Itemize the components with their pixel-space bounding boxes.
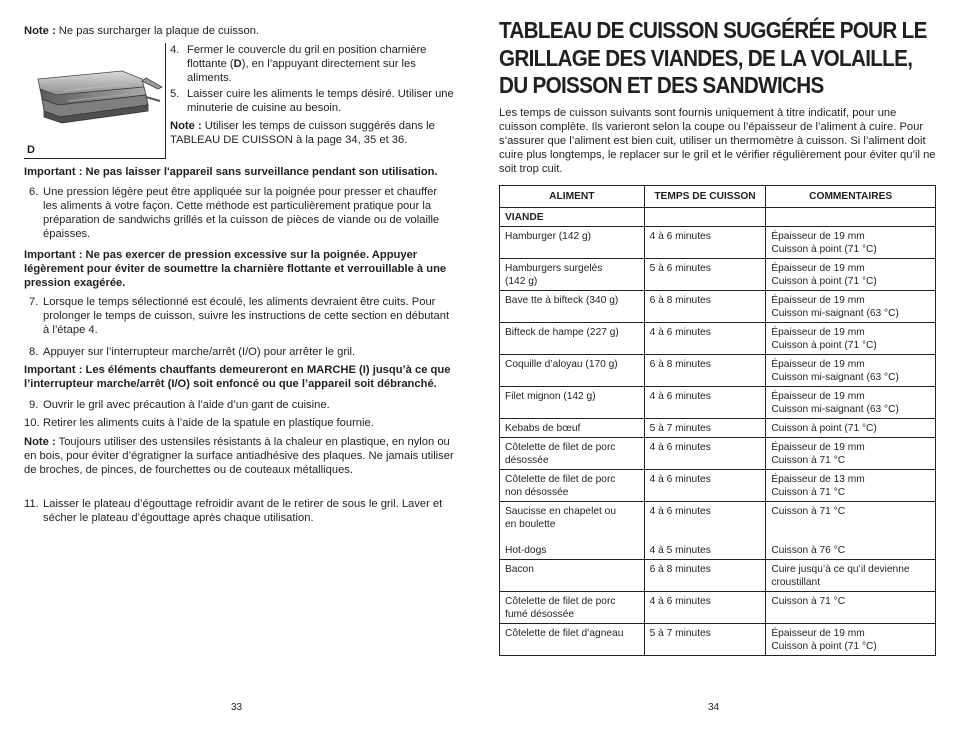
table-cell-time: 4 à 6 minutes (644, 227, 766, 259)
table-cell-time: 4 à 6 minutes 4 à 5 minutes (644, 502, 766, 560)
table-cell-comment: Cuisson à 71 °C (766, 592, 936, 624)
table-row (500, 259, 936, 291)
table-cell-food: Saucisse en chapelet ou en boulette Hot-dogs (500, 502, 645, 560)
figure-label: D (27, 144, 35, 156)
step-5: 5. Laisser cuire les aliments le temps désiré. Utiliser une minuterie de cuisine au besoin. (170, 88, 454, 114)
table-cell-food: Bacon (500, 560, 645, 592)
important-2: Important : Ne pas exercer de pression excessive sur la poignée. Appuyer légèrement pour éviter de soumettre la charnière flottante et verrouillable à une pression exagérée. (24, 249, 447, 289)
step-8: 8. Appuyer sur l’interrupteur marche/arrêt (I/O) pour arrêter le gril. (29, 346, 356, 358)
table-cell-comment: Épaisseur de 19 mm Cuisson à point (71 °C) (766, 259, 936, 291)
table-cell-time: 4 à 6 minutes (644, 323, 766, 355)
step-10: 10. Retirer les aliments cuits à l’aide de la spatule en plastique fournie. (24, 417, 374, 429)
important-1: Important : Ne pas laisser l'appareil sans surveillance pendant son utilisation. (24, 166, 438, 178)
table-row (500, 560, 936, 592)
table-cell-food: Hamburgers surgelés (142 g) (500, 259, 645, 291)
table-row (500, 387, 936, 419)
table-cell-comment: Cuisson à 71 °C Cuisson à 76 °C (766, 502, 936, 560)
page-number: 34 (708, 702, 720, 713)
table-cell-time: 4 à 6 minutes (644, 387, 766, 419)
table-cell-food: Kebabs de bœuf (500, 419, 645, 438)
table-row (500, 592, 936, 624)
table-cell-time: 6 à 8 minutes (644, 560, 766, 592)
table-cell-food: Côtelette de filet de porc non désossée (500, 470, 645, 502)
table-cell-comment: Épaisseur de 19 mm Cuisson mi-saignant (63 °C) (766, 387, 936, 419)
table-cell-comment: Cuisson à point (71 °C) (766, 419, 936, 438)
page-number: 33 (231, 702, 243, 713)
table-cell-food: Côtelette de filet de porc désossée (500, 438, 645, 470)
grill-illustration-icon (34, 61, 164, 131)
table-cell-comment: Épaisseur de 19 mm Cuisson à point (71 °C) (766, 227, 936, 259)
table-row (500, 419, 936, 438)
category-row (500, 208, 936, 227)
table-cell-time: 6 à 8 minutes (644, 355, 766, 387)
step-6: 6. Une pression légère peut être appliquée sur la poignée pour presser et chauffer les aliments à votre façon. Cette méthode est particulièrement pratique pour la préparation de sandwichs grillés et la cuisson de pièces de viande ou de volaille épaisses. (29, 186, 440, 240)
table-cell-time: 6 à 8 minutes (644, 291, 766, 323)
table-cell-time: 4 à 6 minutes (644, 592, 766, 624)
header-commentaires: COMMENTAIRES (766, 186, 936, 208)
table-cell-time: 4 à 6 minutes (644, 470, 766, 502)
table-header-row (500, 186, 936, 208)
step-4: 4. Fermer le couvercle du gril en position charnière flottante (D), en l’appuyant directement sur les aliments. (170, 44, 427, 84)
table-cell-comment: Épaisseur de 19 mm Cuisson à point (71 °C) (766, 323, 936, 355)
table-cell-food: Hamburger (142 g) (500, 227, 645, 259)
table-row (500, 323, 936, 355)
table-cell-food: Filet mignon (142 g) (500, 387, 645, 419)
step-11: 11. Laisser le plateau d’égouttage refroidir avant de le retirer de sous le gril. Laver et sécher le plateau d’égouttage après chaque utilisation. (24, 498, 443, 524)
table-row (500, 624, 936, 656)
right-page (477, 0, 954, 738)
table-cell-food: Coquille d’aloyau (170 g) (500, 355, 645, 387)
table-cell-comment: Épaisseur de 19 mm Cuisson mi-saignant (63 °C) (766, 355, 936, 387)
table-cell-food: Bave tte à bifteck (340 g) (500, 291, 645, 323)
step-7: 7. Lorsque le temps sélectionné est écoulé, les aliments devraient être cuits. Pour prolonger le temps de cuisson, suivre les instructions de cette section en débutant à l’étape 4. (29, 296, 450, 336)
table-cell-comment: Épaisseur de 19 mm Cuisson mi-saignant (63 °C) (766, 291, 936, 323)
header-aliment: ALIMENT (500, 186, 645, 208)
cooking-table (499, 185, 936, 656)
table-cell-comment: Épaisseur de 13 mm Cuisson à 71 °C (766, 470, 936, 502)
step-9: 9. Ouvrir le gril avec précaution à l’aide d’un gant de cuisine. (29, 399, 330, 411)
table-cell-comment: Épaisseur de 19 mm Cuisson à point (71 °C) (766, 624, 936, 656)
table-row (500, 227, 936, 259)
grill-figure (24, 43, 166, 159)
table-cell-time: 4 à 6 minutes (644, 438, 766, 470)
table-cell-comment: Épaisseur de 19 mm Cuisson à 71 °C (766, 438, 936, 470)
table-cell-food: Côtelette de filet d’agneau (500, 624, 645, 656)
category-label: VIANDE (500, 208, 645, 227)
note-2: Note : Toujours utiliser des ustensiles résistants à la chaleur en plastique, en nylon ou en bois, pour éviter d’égratigner la surface antiadhésive des plaques. Ne jamais utiliser de broches, de pinces, de fourchettes ou de couteaux métalliques. (24, 436, 454, 476)
header-temps: TEMPS DE CUISSON (644, 186, 766, 208)
table-row (500, 502, 936, 560)
top-note: Note : Ne pas surcharger la plaque de cuisson. (24, 25, 260, 37)
table-cell-time: 5 à 6 minutes (644, 259, 766, 291)
steps-4-5 (170, 43, 455, 147)
page-title: TABLEAU DE CUISSON SUGGÉRÉE POUR LE GRILLAGE DES VIANDES, DE LA VOLAILLE, DU POISSON ET DES SANDWICHS (499, 17, 927, 98)
table-row (500, 470, 936, 502)
table-row (500, 291, 936, 323)
table-row (500, 355, 936, 387)
table-cell-time: 5 à 7 minutes (644, 624, 766, 656)
table-cell-food: Côtelette de filet de porc fumé désossée (500, 592, 645, 624)
important-3: Important : Les éléments chauffants demeureront en MARCHE (I) jusqu’à ce que l’interrupteur marche/arrêt (I/O) soit enfoncé ou que l’appareil soit débranché. (24, 364, 451, 390)
table-cell-comment: Cuire jusqu’à ce qu’il devienne croustillant (766, 560, 936, 592)
table-cell-food: Bifteck de hampe (227 g) (500, 323, 645, 355)
table-cell-time: 5 à 7 minutes (644, 419, 766, 438)
table-row (500, 438, 936, 470)
intro-paragraph: Les temps de cuisson suivants sont fournis uniquement à titre indicatif, pour une cuisson complète. Ils varieront selon la coupe ou l’épaisseur de l’aliment à cuire. Pour s’assurer que l’aliment est bien cuit, utiliser un thermomètre à cuisson. Si l’aliment doit cuire plus longtemps, le replacer sur le gril et le vérifier régulièrement pour éviter qu’il ne soit trop cuit. (499, 107, 936, 175)
side-note: Note : Utiliser les temps de cuisson suggérés dans le TABLEAU DE CUISSON à la page 34, 35 et 36. (170, 120, 435, 146)
